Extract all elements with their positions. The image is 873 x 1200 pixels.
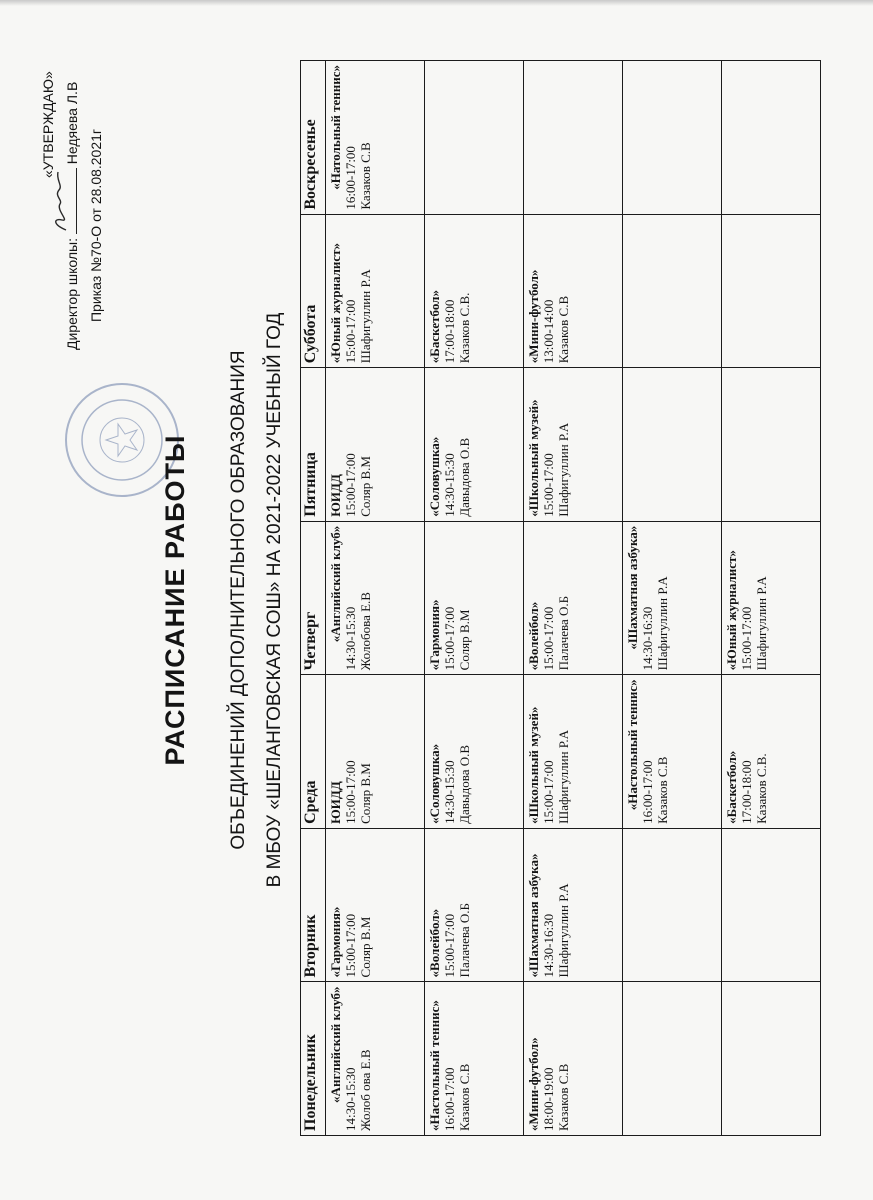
activity-name: «Соловушка» (427, 743, 442, 824)
schedule-cell (425, 982, 524, 1136)
activity-name: «Баскетбол» (724, 750, 739, 824)
day-header-thursday: Четверг (301, 521, 326, 675)
activity-teacher: Казаков С.В. (457, 292, 472, 364)
schedule-cell (326, 61, 425, 215)
activity-teacher: Соляр В.М (457, 609, 472, 671)
schedule-cell (722, 675, 821, 829)
document-title: РАСПИСАНИЕ РАБОТЫ (160, 434, 190, 766)
activity-entry (427, 372, 472, 517)
day-header-sunday: Воскресенье (301, 61, 326, 215)
activity-name: «Гармония» (328, 906, 343, 978)
activity-name: «Баскетбол» (427, 290, 442, 364)
activity-entry (427, 833, 472, 978)
schedule-row (326, 61, 425, 1136)
day-header-tuesday: Вторник (301, 828, 326, 982)
schedule-header-row (301, 61, 326, 1136)
activity-time: 16:00-17:00 (442, 1067, 457, 1131)
schedule-body (326, 61, 821, 1136)
activity-teacher: Шафигуллин Р.А (556, 422, 571, 517)
activity-name: «Английский клуб» (328, 525, 343, 643)
activity-teacher: Палачева О.Б (556, 595, 571, 671)
activity-time: 14:30-16:30 (541, 913, 556, 978)
activity-entry (328, 372, 373, 517)
activity-name: «Юный журналист» (724, 550, 739, 671)
schedule-cell (326, 982, 425, 1136)
activity-teacher: Казаков С.В (556, 1063, 571, 1131)
schedule-cell (722, 521, 821, 675)
schedule-cell (524, 61, 623, 215)
schedule-cell (623, 982, 722, 1136)
activity-time: 15:00-17:00 (343, 760, 358, 824)
approval-heading: «УТВЕРЖДАЮ» (40, 71, 56, 178)
activity-time: 16:00-17:00 (343, 146, 358, 210)
schedule-cell (623, 214, 722, 368)
activity-name: ЮИДД (328, 781, 343, 824)
activity-teacher: Шафигуллин Р.А (754, 576, 769, 671)
schedule-cell (326, 368, 425, 522)
activity-teacher: Жолобова Е.В (358, 592, 373, 671)
activity-entry (427, 526, 472, 671)
activity-entry (328, 65, 373, 210)
activity-teacher: Шафигуллин Р.А (655, 576, 670, 671)
activity-name: «Волейбол» (526, 601, 541, 671)
schedule-cell (623, 368, 722, 522)
activity-teacher: Соляр В.М (358, 916, 373, 978)
activity-time: 15:00-17:00 (343, 299, 358, 364)
schedule-cell (425, 675, 524, 829)
activity-name: «Волейбол» (427, 908, 442, 978)
schedule-cell (524, 521, 623, 675)
activity-teacher: Шафигуллин Р.А (556, 729, 571, 824)
day-header-monday: Понедельник (301, 982, 326, 1136)
director-line (64, 82, 80, 350)
schedule-cell (623, 61, 722, 215)
activity-teacher: Шафигуллин Р.А (556, 883, 571, 978)
schedule-cell (425, 214, 524, 368)
activity-name: «Юный журналист» (328, 242, 343, 364)
activity-entry (526, 833, 571, 978)
activity-time: 17:00-18:00 (442, 299, 457, 364)
activity-entry (526, 679, 571, 824)
document-subtitle-school: В МБОУ «ШЕЛАНГОВСКАЯ СОШ» НА 2021-2022 УЧЕБНЫЙ ГОД (264, 312, 285, 888)
activity-name: «Школьный музей» (526, 706, 541, 824)
signature-icon (50, 168, 72, 234)
activity-name: «Мини-футбол» (526, 1037, 541, 1131)
schedule-cell (326, 521, 425, 675)
activity-entry (526, 986, 571, 1131)
activity-time: 16:00-17:00 (640, 760, 655, 824)
activity-time: 13:00-14:00 (541, 299, 556, 364)
activity-entry (427, 986, 472, 1131)
activity-teacher: Давыдова О.В (457, 744, 472, 824)
schedule-cell (722, 61, 821, 215)
schedule-cell (623, 828, 722, 982)
activity-entry (724, 526, 769, 671)
signature-line (64, 168, 77, 234)
schedule-row (425, 61, 524, 1136)
activity-teacher: Шафигуллин Р.А (358, 269, 373, 364)
activity-name: «Мини-футбол» (526, 269, 541, 364)
activity-name: «Соловушка» (427, 436, 442, 517)
activity-teacher: Казаков С.В (358, 142, 373, 210)
activity-time: 14:30-15:30 (343, 1067, 358, 1131)
activity-name: «Натольный теннис» (328, 65, 343, 190)
director-label: Директор школы: (64, 238, 80, 350)
activity-teacher: Давыдова О.В (457, 437, 472, 517)
activity-entry (427, 219, 472, 364)
activity-entry (625, 679, 670, 824)
activity-entry (328, 679, 373, 824)
activity-time: 17:00-18:00 (739, 760, 754, 824)
activity-teacher: Казаков С.В. (754, 753, 769, 824)
order-line: Приказ №70-О от 28.08.2021г (88, 128, 104, 322)
activity-time: 14:30-15:30 (343, 606, 358, 671)
activity-entry (328, 833, 373, 978)
schedule-cell (326, 214, 425, 368)
director-name: Недяева Л.В (64, 81, 80, 165)
schedule-cell (326, 828, 425, 982)
day-header-saturday: Суббота (301, 214, 326, 368)
activity-teacher: Казаков С.В (457, 1063, 472, 1131)
activity-name: «Английский клуб» (328, 986, 343, 1103)
activity-time: 15:00-17:00 (541, 453, 556, 517)
document-subtitle: ОБЪЕДИНЕНИЙ ДОПОЛНИТЕЛЬНОГО ОБРАЗОВАНИЯ (228, 350, 249, 850)
activity-name: «Настольный теннис» (427, 1000, 442, 1131)
activity-time: 15:00-17:00 (343, 913, 358, 978)
schedule-cell (722, 982, 821, 1136)
day-header-wednesday: Среда (301, 675, 326, 829)
activity-entry (328, 219, 373, 364)
activity-entry (526, 219, 571, 364)
activity-teacher: Соляр В.М (358, 456, 373, 517)
activity-entry (724, 679, 769, 824)
schedule-row (524, 61, 623, 1136)
activity-time: 18:00-19:00 (541, 1067, 556, 1131)
activity-teacher: Казаков С.В (655, 756, 670, 824)
schedule-cell (425, 521, 524, 675)
activity-time: 15:00-17:00 (541, 606, 556, 671)
schedule-table (300, 60, 821, 1136)
schedule-cell (722, 368, 821, 522)
activity-entry (526, 372, 571, 517)
activity-teacher: Палачева О.Б (457, 903, 472, 978)
schedule-cell (425, 61, 524, 215)
activity-time: 15:00-17:00 (442, 913, 457, 978)
activity-time: 14:30-16:30 (640, 606, 655, 671)
activity-time: 15:00-17:00 (739, 606, 754, 671)
schedule-cell (524, 214, 623, 368)
activity-name: «Настольный теннис» (625, 679, 640, 811)
schedule-cell (722, 828, 821, 982)
activity-teacher: Казаков С.В (556, 295, 571, 364)
schedule-cell (425, 368, 524, 522)
activity-entry (526, 526, 571, 671)
activity-time: 14:30-15:30 (442, 760, 457, 824)
schedule-cell (524, 675, 623, 829)
activity-entry (328, 526, 373, 671)
day-header-friday: Пятница (301, 368, 326, 522)
activity-teacher: Жолоб ова Е.В (358, 1049, 373, 1131)
activity-entry (328, 986, 373, 1131)
activity-time: 15:00-17:00 (343, 453, 358, 517)
activity-name: «Школьный музей» (526, 399, 541, 517)
schedule-cell (623, 675, 722, 829)
schedule-cell (524, 828, 623, 982)
activity-time: 15:00-17:00 (541, 760, 556, 824)
activity-name: «Шахматная азбука» (526, 853, 541, 978)
schedule-cell (425, 828, 524, 982)
schedule-cell (326, 675, 425, 829)
activity-time: 14:30-15:30 (442, 453, 457, 517)
activity-time: 15:00-17:00 (442, 606, 457, 671)
activity-entry (625, 526, 670, 671)
activity-name: ЮИДД (328, 474, 343, 517)
activity-name: «Гармония» (427, 599, 442, 671)
activity-teacher: Соляр В.М (358, 763, 373, 824)
schedule-row (623, 61, 722, 1136)
schedule-cell (623, 521, 722, 675)
approval-block (40, 30, 130, 350)
activity-entry (427, 679, 472, 824)
schedule-cell (524, 368, 623, 522)
schedule-cell (524, 982, 623, 1136)
schedule-cell (722, 214, 821, 368)
schedule-row (722, 61, 821, 1136)
activity-name: «Шахматная азбука» (625, 525, 640, 650)
